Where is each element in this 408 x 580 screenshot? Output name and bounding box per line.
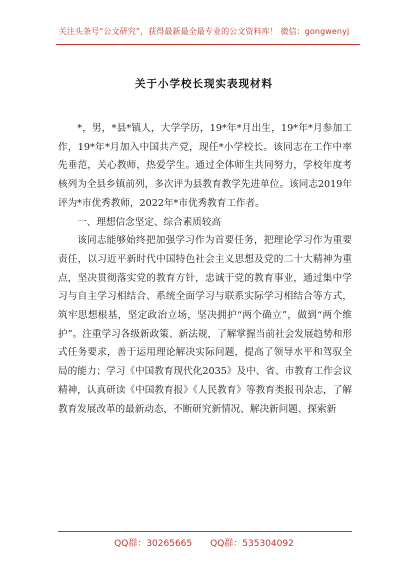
paragraph-section-1: 该同志能够始终把加强学习作为首要任务，把理论学习作为重要责任，以习近平新时代中国特色社会主义思想及党的二十大精神为重点，坚决贯彻落实党的教育方针，忠诚于党的教育事业，通过集中学习与自主学习相结合、系统全面学习与联系实际学习相结合等方式，筑牢思想根基，坚定政治立场，坚决拥护“两个确立”，做到“两个维护”。注重学习各级新政策、新法规，了解掌握当前社会发展趋势和形式任务要求，善于运用理论解决实际问题，提高了领导水平和驾驭全局的能力；学习《中国教育现代化2035》及中、省、市教育工作会议精神，认真研读《中国教育报》《人民教育》等教育类报刊杂志，了解教育发展改革的最新动态，不断研究新情况、解决新问题、探索新 [58,235,352,415]
footer-note: QQ群：30265665 QQ群：535304092 [114,539,294,549]
header-divider [56,44,360,45]
paragraph-intro: *，男，*县*镇人，大学学历，19*年*月出生，19*年*月参加工作，19*年*月加入中国共产党，现任*小学校长。该同志在工作中率先垂范，关心教师，热爱学生。通过全体师生共同努力，学校年度考核列为全县乡镇前列，多次评为县教育教学先进单位。该同志2019年评为*市优秀教师，2022年*市优秀教育工作者。 [58,123,352,209]
footer-divider [58,531,352,532]
document-body [58,120,352,419]
section-heading: 一、理想信念坚定、综合素质较高 [77,216,222,228]
header-note: 关注头条号“公文研究”，获得最新最全最专业的公文资料库！ 微信：gongwenyj [58,27,350,36]
document-title: 关于小学校长现实表现材料 [135,78,273,90]
